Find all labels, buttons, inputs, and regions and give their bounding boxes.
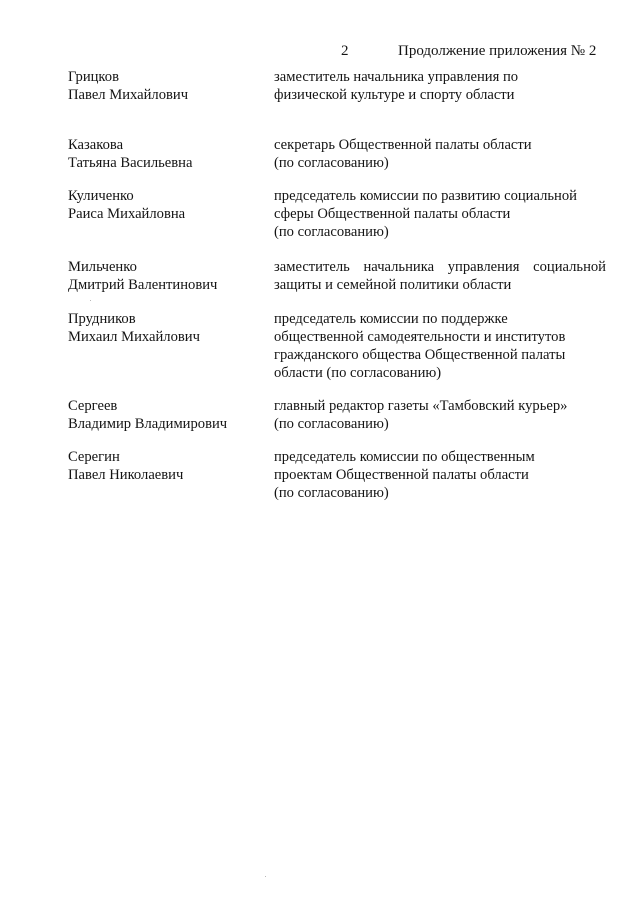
position-line: главный редактор газеты «Тамбовский курьер» xyxy=(274,398,568,414)
member-surname: Сергеев xyxy=(68,398,118,414)
position-line: председатель комиссии по поддержке xyxy=(274,311,508,327)
appendix-continuation-title: Продолжение приложения № 2 xyxy=(398,43,597,59)
position-line: председатель комиссии по общественным xyxy=(274,449,535,465)
member-given-names: Раиса Михайловна xyxy=(68,206,186,222)
position-line: защиты и семейной политики области xyxy=(274,277,512,293)
member-position xyxy=(274,397,606,433)
member-given-names: Михаил Михайлович xyxy=(68,329,200,345)
member-name xyxy=(68,448,268,484)
position-line: области (по согласованию) xyxy=(274,365,442,381)
member-given-names: Владимир Владимирович xyxy=(68,416,228,432)
member-given-names: Дмитрий Валентинович xyxy=(68,277,218,293)
member-position xyxy=(274,68,606,104)
scan-speck xyxy=(90,300,91,301)
page-number: 2 xyxy=(341,43,349,59)
member-given-names: Павел Николаевич xyxy=(68,467,184,483)
position-line: проектам Общественной палаты области xyxy=(274,467,529,483)
position-line: физической культуре и спорту области xyxy=(274,87,515,103)
member-name xyxy=(68,187,268,223)
position-line: (по согласованию) xyxy=(274,416,389,432)
member-given-names: Татьяна Васильевна xyxy=(68,155,193,171)
member-surname: Серегин xyxy=(68,449,120,465)
member-position xyxy=(274,310,606,382)
member-surname: Казакова xyxy=(68,137,124,153)
member-surname: Мильченко xyxy=(68,259,137,275)
member-surname: Прудников xyxy=(68,311,136,327)
member-name xyxy=(68,310,268,346)
position-line: (по согласованию) xyxy=(274,224,389,240)
member-given-names: Павел Михайлович xyxy=(68,87,189,103)
position-line: заместитель начальника управления по xyxy=(274,69,519,85)
member-name xyxy=(68,397,268,433)
member-position xyxy=(274,448,606,502)
member-name xyxy=(68,258,268,294)
position-line: гражданского общества Общественной палаты xyxy=(274,347,566,363)
position-line: председатель комиссии по развитию социальной xyxy=(274,188,577,204)
member-position xyxy=(274,136,606,172)
member-name xyxy=(68,68,268,104)
position-line: заместитель начальника управления социальной xyxy=(274,259,606,275)
member-surname: Куличенко xyxy=(68,188,134,204)
member-name xyxy=(68,136,268,172)
member-position xyxy=(274,258,606,294)
position-line: общественной самодеятельности и институтов xyxy=(274,329,566,345)
member-position xyxy=(274,187,606,241)
member-surname: Грицков xyxy=(68,69,119,85)
position-line: секретарь Общественной палаты области xyxy=(274,137,532,153)
position-line: сферы Общественной палаты области xyxy=(274,206,511,222)
scan-speck xyxy=(265,876,266,877)
position-line: (по согласованию) xyxy=(274,155,389,171)
position-line: (по согласованию) xyxy=(274,485,389,501)
